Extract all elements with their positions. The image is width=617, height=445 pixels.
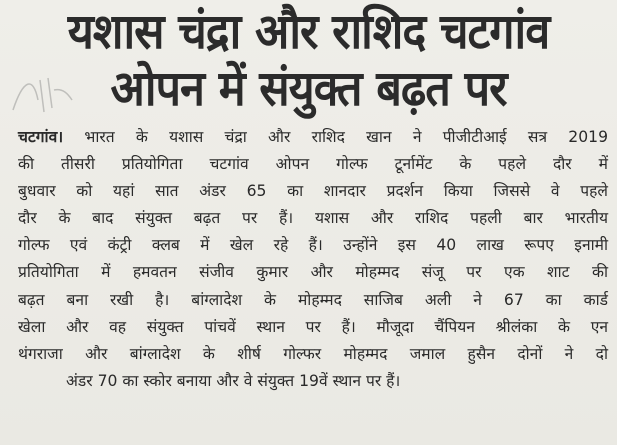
article-line-4: दौर के बाद संयुक्त बढ़त पर हैं। यशास और राशिद पहली बार भारतीय — [18, 209, 608, 228]
article-line-8: खेला और वह संयुक्त पांचवें स्थान पर हैं। मौजूदा चैंपियन श्रीलंका के एन — [18, 317, 608, 336]
article-line-3: बुधवार को यहां सात अंडर 65 का शानदार प्रदर्शन किया जिससे वे पहले — [18, 182, 608, 201]
article-line-7: बढ़त बना रखी है। बांग्लादेश के मोहम्मद साजिब अली ने 67 का कार्ड — [18, 290, 608, 309]
article-line-2: की तीसरी प्रतियोगिता चटगांव ओपन गोल्फ टूर्नामेंट के पहले दौर में — [18, 155, 608, 174]
headline-line-2: ओपन में संयुक्त बढ़त पर — [110, 59, 507, 118]
article-line-9: थंगराजा और बांग्लादेश के शीर्ष गोल्फर मोहम्मद जमाल हुसैन दोनों ने दो — [18, 344, 608, 363]
dateline: चटगांव। — [18, 128, 64, 146]
headline-line-1: यशास चंद्रा और राशिद चटगांव — [67, 2, 550, 61]
article-line-6: प्रतियोगिता में हमवतन संजीव कुमार और मोहम्मद संजू पर एक शाट की — [18, 263, 608, 282]
article-line-1-text: भारत के यशास चंद्रा और राशिद खान ने पीजीटीआई सत्र 2019 — [63, 128, 608, 146]
article-body — [18, 124, 608, 395]
article-line-1 — [18, 124, 608, 151]
article-line-5: गोल्फ एवं कंट्री क्लब में खेल रहे हैं। उन्होंने इस 40 लाख रूपए इनामी — [18, 236, 608, 255]
article-line-10: अंडर 70 का स्कोर बनाया और वे संयुक्त 19वें स्थान पर हैं। — [66, 371, 401, 390]
